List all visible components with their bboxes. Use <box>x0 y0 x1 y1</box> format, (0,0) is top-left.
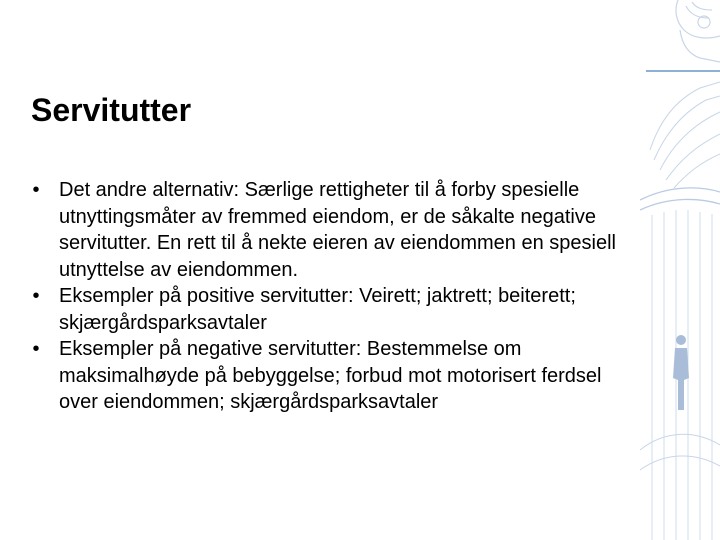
bullet-dot-icon: • <box>32 338 40 360</box>
bullet-dot-icon: • <box>32 285 40 307</box>
slide-title: Servitutter <box>31 92 192 128</box>
bullet-list <box>30 177 630 416</box>
bullet-dot-icon: • <box>32 179 40 201</box>
list-item <box>30 336 630 416</box>
list-item <box>30 283 630 336</box>
bullet-text: Eksempler på negative servitutter: Bestemmelse om maksimalhøyde på bebyggelse; forbud mot motorisert ferdsel over eiendommen; skjærgårdsparksavtaler <box>59 338 602 413</box>
seal-watermark-icon <box>640 0 720 540</box>
bullet-text: Eksempler på positive servitutter: Veirett; jaktrett; beiterett; skjærgårdsparksavtaler <box>59 285 576 334</box>
list-item <box>30 177 630 283</box>
bullet-text: Det andre alternativ: Særlige rettigheter til å forby spesielle utnyttingsmåter av fremmed eiendom, er de såkalte negative servitutter. En rett til å nekte eieren av eiendommen en spesiell utnyttelse av eiendommen. <box>59 179 616 281</box>
